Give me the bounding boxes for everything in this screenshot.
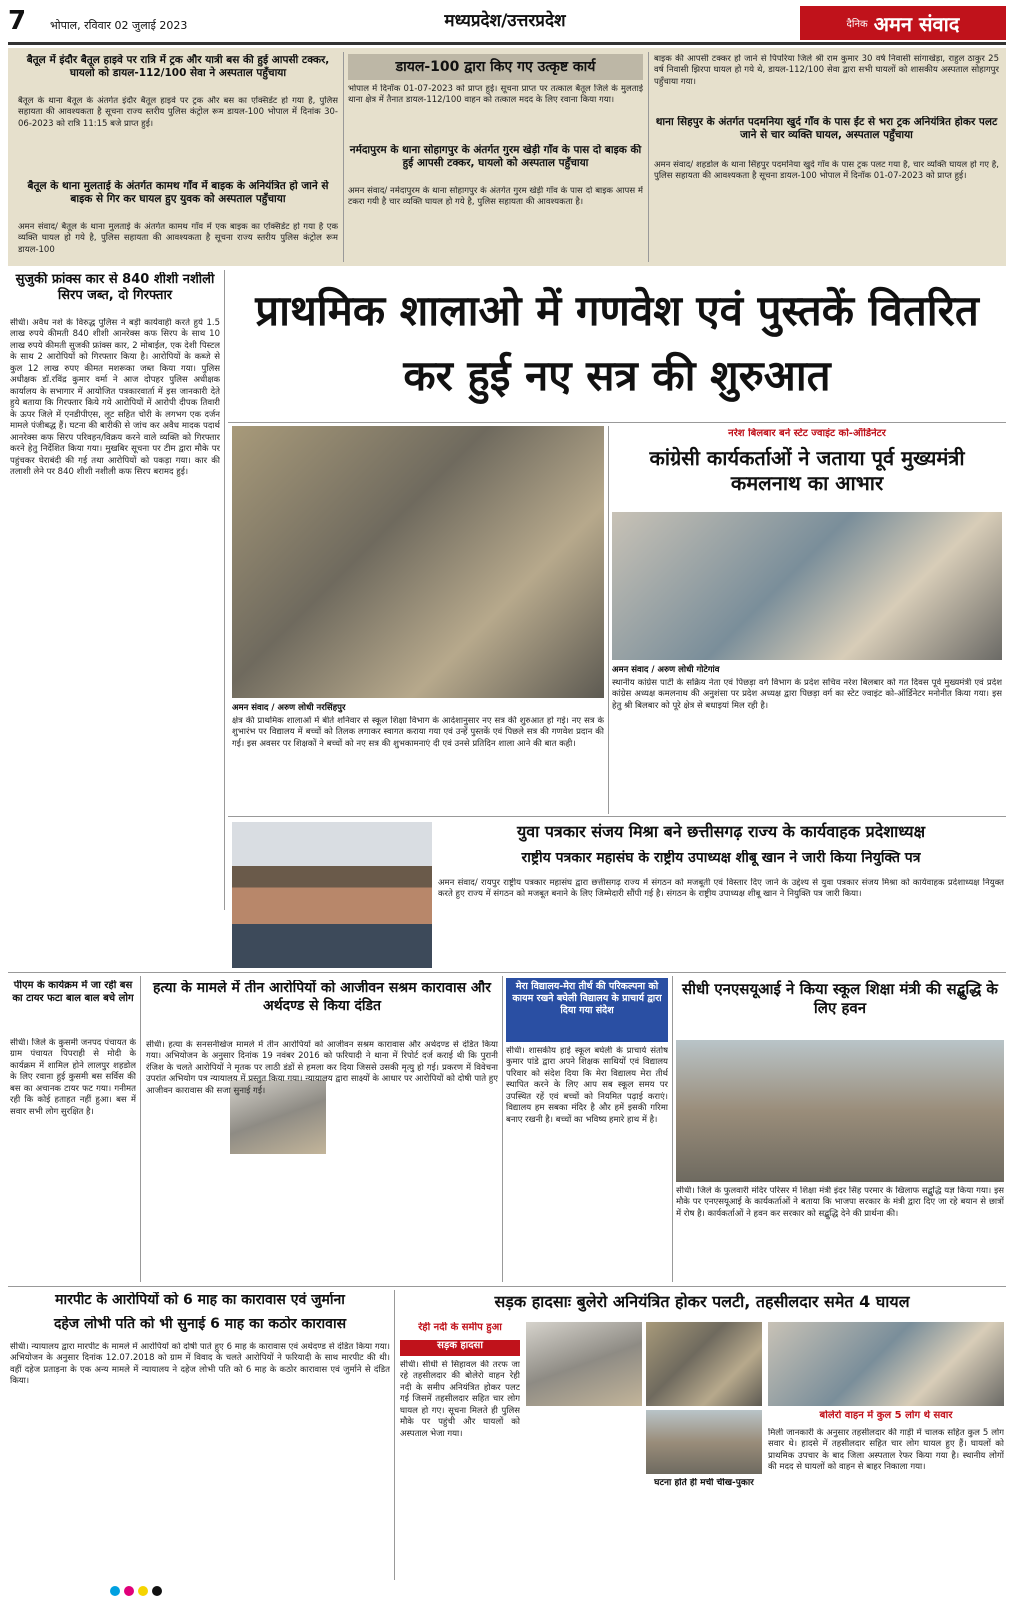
divider [8, 1286, 1006, 1287]
registration-mark [152, 1586, 162, 1596]
top-story-5-body: अमन संवाद/ शहडोल के थाना सिंहपुर पदमनिया खुर्द गाँव के पास ट्रक पलट गया है, चार व्यक्ति घायल हो गए है, पुलिस सहायता की आवश्यकता है सूचना डायल-100 भोपाल में दिनॉक 01-07-2023 को प्राप्त हुई। [654, 160, 999, 182]
divider [608, 426, 609, 814]
accident-side-body: मिली जानकारी के अनुसार तहसीलदार की गाड़ी में चालक सहित कुल 5 लोग सवार थे। हादसे में तहसीलदार सहित चार लोग घायल हुए हैं। घायलों को प्राथमिक उपचार के बाद जिला अस्पताल रेफर किया गया है। स्थानीय लोगों की मदद से घायलों को वाहन से बाहर निकाला गया। [768, 1428, 1004, 1473]
bolero-photo [768, 1322, 1004, 1406]
divider [648, 52, 649, 262]
divider [8, 972, 1006, 973]
divider [140, 976, 141, 1282]
havan-photo [676, 1040, 1004, 1182]
top-story-1-body: बैतूल के थाना बैतूल के अंतर्गत इंदौर बैतूल हाइवे पर ट्रक और बस का एक्सिडेंट हो गया है, पुलिस सहायता की आवश्यकता है सूचना राज्य स्तरीय पुलिस कंट्रोल रूम डायल-100 भोपाल में दिनांक 30-06-2023 को रात्रि 11:15 बजे प्राप्त हुई। [18, 96, 338, 129]
top-story-3-headline: नर्मदापुरम के थाना सोहागपुर के अंतर्गत गुरम खेड़ी गाँव के पास दो बाइक की हुई आपसी टक्कर, घायलो को अस्पताल पहुँचाया [349, 144, 642, 170]
journalist-headline: युवा पत्रकार संजय मिश्रा बने छत्तीसगढ़ राज्य के कार्यवाहक प्रदेशाध्यक्ष [516, 822, 926, 841]
main-caption: अमन संवाद / अरुण लोधी नरसिंहपुर [232, 703, 346, 713]
kamalnath-kicker: नरेश बिलबार बने स्टेट ज्वाइंट को-ऑर्डिनेटर [728, 428, 886, 439]
main-body: क्षेत्र की प्राथमिक शालाओं में बीते शनिवार से स्कूल शिक्षा विभाग के आदेशानुसार नए सत्र की शुरुआत हो गई। नए सत्र के शुभारंभ पर विद्यालय में बच्चों को तिलक लगाकर स्वागत कराया गया एवं उन्हें पुस्तकें एवं पिछले सत्र की गणवेश प्रदान की गई। इस अवसर पर शिक्षकों ने बच्चों को नए सत्र की शुभकामनाएं दी एवं उनसे प्रतिदिन शाला आने की बात कही। [232, 716, 604, 749]
registration-mark [110, 1586, 120, 1596]
left-body: सीधी। अवैध नशे के विरुद्ध पुलिस ने बड़ी कार्यवाही करते हुये 1.5 लाख रुपये कीमती 840 शीशी आनरेक्स कफ सिरप के साथ 10 लाख रुपये कीमती सुजकी फ्रांक्स कार, 2 मोबाईल, एक देशी पिस्टल के साथ 2 आरोपियों को गिरफ्तार किया है। आरोपियों के कब्जे से कुल 12 लाख रुपए कीमत मशरूका जब्त किया गया। पुलिस अधीक्षक डॉ.रविंद्र कुमार वर्मा ने आज दोपहर पुलिस अधीक्षक कार्यालय के सभागार में आयोजित पत्रकारवार्ता में इस जानकारी देते हुये बताया कि गिरफ्तार किये गये आरोपियों में आरोपी दीपक तिवारी के ऊपर जिले में एनडीपीएस, लूट सहित चोरी के लगभग एक दर्जन मामले पंजीबद्ध हैं। घटना की बारीकी से जांच कर अवैध मादक पदार्थ आनरेक्स कफ सिरप परिवहन/विक्रय करने वाले व्यक्ति को गिरफ्तार करने हेतु निर्देशित किया गया। मुखबिर सूचना पर टीम द्वारा मौके पर पहुंचकर घेराबंदी की गई तथा आरोपियों को पकड़ा गया। कार की तलाशी लेने पर 840 शीशी नशीली कफ सिरप बरामद हुई। [10, 318, 220, 478]
section-title: मध्यप्रदेश/उत्तरप्रदेश [444, 11, 566, 31]
left-headline: सुजुकी फ्रांक्स कार से 840 शीशी नशीली सिरप जब्त, दो गिरफ्तार [15, 272, 215, 304]
accident-photo-1 [526, 1322, 642, 1406]
divider [672, 976, 673, 1282]
logo-small: दैनिक [846, 19, 868, 30]
divider [394, 1290, 395, 1580]
accident-photo-caption: घटना होते ही मची चीख-पुकार [654, 1478, 754, 1488]
accident-kicker: रेही नदी के समीप हुआ [418, 1322, 502, 1333]
pm-body: सीधी। जिले के कुसमी जनपद पंचायत के ग्राम पंचायत पिपराही से मोदी के कार्यक्रम में शामिल होने लालपुर शहडोल के लिए रवाना हुई कुसमी बस सर्विस की बस का अचानक टायर फट गया। गनीमत रही कि कोई हताहत नहीं हुआ। बस में सवार सभी लोग सुरक्षित है। [10, 1038, 136, 1117]
nsui-body: सीधी। जिले के फुलवारी मंदिर परिसर में शिक्षा मंत्री इंदर सिंह परमार के खिलाफ सद्बुद्धि यज्ञ किया गया। इस मौके पर एनएसयूआई के कार्यकर्ताओं ने बताया कि भाजपा सरकार के मंत्री द्वारा दिए जा रहे बयान से छात्रों में रोष है। कार्यकर्ताओं ने हवन कर सरकार को सद्बुद्धि देने की प्रार्थना की। [676, 1186, 1004, 1219]
kamalnath-caption: अमन संवाद / अरुण लोधी गोटेगांव [612, 665, 720, 675]
top-story-1-headline: बैतूल में इंदौर बैतूल हाइवे पर रात्रि में ट्रक और यात्री बस की हुई आपसी टक्कर, घायलो को डायल-112/100 सेवा ने अस्पताल पहुँचाया [26, 54, 330, 80]
page-number: 7 [8, 6, 27, 36]
registration-mark [138, 1586, 148, 1596]
divider [502, 976, 503, 1282]
registration-mark [124, 1586, 134, 1596]
accident-headline: सड़क हादसाः बुलेरो अनियंत्रित होकर पलटी, तहसीलदार समेत 4 घायल [494, 1292, 910, 1311]
dateline: भोपाल, रविवार 02 जुलाई 2023 [50, 19, 188, 32]
top-story-4-body: बाइक की आपसी टक्कर हो जाने से पिपरिया जिले श्री राम कुमार 30 वर्ष निवासी सांगाखेड़ा, राहुल ठाकुर 25 वर्ष निवासी झिरपा घायल हो गये थे, डायल-112/100 सेवा द्वारा सभी घायलों को शासकीय अस्पताल सोहागपुर पहुँचाया गया। [654, 54, 999, 87]
divider [224, 270, 225, 910]
journalist-body: अमन संवाद/ रायपुर राष्ट्रीय पत्रकार महासंघ द्वारा छत्तीसगढ़ राज्य में संगठन को मजबूती एवं विस्तार दिए जाने के उद्देश्य से युवा पत्रकार संजय मिश्रा को कार्यवाहक प्रदेशाध्यक्ष नियुक्त करते हुए राज्य में संगठन को मजबूत बनाने के लिए जिम्मेदारी सौंपी गई है। संगठन के राष्ट्रीय उपाध्यक्ष शीबू खान ने नियुक्ति पत्र जारी किया। [438, 878, 1004, 900]
accident-side-headline: बोलेरो वाहन में कुल 5 लोग थे सवार [819, 1410, 953, 1421]
accident-kicker-2: सड़क हादसा [400, 1340, 520, 1356]
pm-headline: पीएम के कार्यक्रम में जा रही बस का टायर फटा बाल बाल बचे लोग [12, 980, 134, 1004]
center-banner: डायल-100 द्वारा किए गए उत्कृष्ट कार्य [348, 54, 643, 80]
nsui-headline: सीधी एनएसयूआई ने किया स्कूल शिक्षा मंत्री की सद्बुद्धि के लिए हवन [682, 980, 998, 1017]
main-headline: प्राथमिक शालाओ में गणवेश एवं पुस्तकें वितरित कर हुई नए सत्र की शुरुआत [255, 286, 979, 401]
header-rule [8, 42, 1006, 45]
accident-photo-2 [646, 1322, 762, 1406]
school-photo [232, 426, 604, 698]
vidyalaya-headline: मेरा विद्यालय-मेरा तीर्थ की परिकल्पना को कायम रखने बघेली विद्यालय के प्राचार्य द्वारा दिया गया संदेश [506, 978, 668, 1042]
accident-photo-3 [646, 1410, 762, 1474]
newspaper-logo [800, 6, 1006, 40]
fight-body: सीधी। न्यायालय द्वारा मारपीट के मामले में आरोपियों को दोषी पाते हुए 6 माह के कारावास एवं अर्थदण्ड से दंडित किया गया। अभियोजन के अनुसार दिनांक 12.07.2018 को ग्राम में विवाद के चलते आरोपियों ने फरियादी के साथ मारपीट की थी। वहीं दहेज प्रताड़ना के एक अन्य मामले में न्यायालय ने दहेज लोभी पति को 6 माह के कठोर कारावास एवं जुर्माने से दंडित किया। [10, 1342, 390, 1387]
top-story-5-headline: थाना सिहपुर के अंतर्गत पदमनिया खुर्द गाँव के पास ईंट से भरा ट्रक अनियंत्रित होकर पलट जाने से चार व्यक्ति घायल, अस्पताल पहुँचाया [655, 116, 998, 142]
top-story-3-body: अमन संवाद/ नर्मदापुरम के थाना सोहागपुर के अंतर्गत गुरम खेड़ी गाँव के पास दो बाइक आपस में टकरा गयी है चार व्यक्ति घायल हो गये है, पुलिस सहायता की आवश्यकता है। [348, 186, 643, 208]
center-body: भोपाल में दिनॉक 01-07-2023 को प्राप्त हुई। सूचना प्राप्त पर तत्काल बैतूल जिले के मुलताई थाना क्षेत्र में तैनात डायल-112/100 वाहन को तत्काल मदद के लिए रवाना किया गया। [348, 84, 643, 106]
fight-headline-2: दहेज लोभी पति को भी सुनाई 6 माह का कठोर कारावास [53, 1316, 347, 1332]
top-story-2-body: अमन संवाद/ बैतूल के थाना मुलताई के अंतर्गत कामथ गाँव में एक बाइक का एक्सिडेंट हो गया है एक व्यक्ति घायल हो गये है, पुलिस सहायता की आवश्यकता है सूचना राज्य स्तरीय पुलिस कंट्रोल रूम डायल-100 [18, 222, 338, 255]
journalist-subheadline: राष्ट्रीय पत्रकार महासंघ के राष्ट्रीय उपाध्यक्ष शीबू खान ने जारी किया नियुक्ति पत्र [521, 850, 921, 866]
journalist-portrait [232, 822, 432, 968]
fight-headline-1: मारपीट के आरोपियों को 6 माह का कारावास एवं जुर्माना [55, 1292, 345, 1308]
divider [228, 422, 1006, 423]
congress-workers-photo [612, 512, 1002, 660]
kamalnath-headline: कांग्रेसी कार्यकर्ताओं ने जताया पूर्व मुख्यमंत्री कमलनाथ का आभार [649, 446, 965, 495]
accident-body: सीधी। सीधी से सिहावल की तरफ जा रहे तहसीलदार की बोलेरो वाहन रेही नदी के समीप अनियंत्रित होकर पलट गई जिसमें तहसीलदार सहित चार लोग घायल हो गए। सूचना मिलते ही पुलिस मौके पर पहुंची और घायलों को अस्पताल भेजा गया। [400, 1360, 520, 1439]
top-story-2-headline: बैतूल के थाना मुलताई के अंतर्गत कामथ गाँव में बाइक के अनियंत्रित हो जाने से बाइक से गिर कर घायल हुए युवक को अस्पताल पहुँचाया [27, 180, 329, 206]
divider [343, 52, 344, 262]
logo-big: अमन संवाद [873, 11, 960, 36]
kamalnath-body: स्थानीय कांग्रेस पार्टी के सक्रिय नेता एवं पिछड़ा वर्ग विभाग के प्रदेश सचिव नरेश बिलबार को गत दिवस पूर्व मुख्यमंत्री एवं प्रदेश कांग्रेस अध्यक्ष कमलनाथ की अनुशंसा पर प्रदेश अध्यक्ष द्वारा पिछड़ा वर्ग का स्टेट ज्वाइंट को-ऑर्डिनेटर मनोनीत किया गया। इस हेतु श्री बिलबार को पूरे क्षेत्र से बधाइयां मिल रही है। [612, 678, 1002, 711]
murder-headline: हत्या के मामले में तीन आरोपियों को आजीवन सश्रम कारावास और अर्थदण्ड से किया दंडित [153, 980, 491, 1014]
divider [228, 816, 1006, 817]
vidyalaya-body: सीधी। शासकीय हाई स्कूल बघेली के प्राचार्य संतोष कुमार पांडे द्वारा अपने शिक्षक साथियों एवं विद्यालय परिवार को संदेश दिया कि मेरा विद्यालय मेरा तीर्थ स्थापित करने के लिए आप सब स्कूल समय पर उपस्थित रहें एवं बच्चों को नियमित पढ़ाई कराएं। विद्यालय हम सबका मंदिर है और हमें इसकी गरिमा बनाए रखनी है। बच्चों का भविष्य हमारे हाथ में है। [506, 1046, 668, 1125]
murder-body: सीधी। हत्या के सनसनीखेज मामले में तीन आरोपियों को आजीवन सश्रम कारावास और अर्थदण्ड से दंडित किया गया। अभियोजन के अनुसार दिनांक 19 नवंबर 2016 को फरियादी ने थाना में रिपोर्ट दर्ज कराई थी कि पुरानी रंजिश के चलते आरोपियों ने मृतक पर लाठी डंडों से हमला कर दिया जिससे उसकी मृत्यु हो गई। प्रकरण में विवेचना उपरांत अभियोग पत्र न्यायालय में प्रस्तुत किया गया। न्यायालय द्वारा साक्ष्यों के आधार पर आरोपियों को दोषी पाते हुए आजीवन कारावास की सजा सुनाई गई। [146, 1040, 498, 1096]
